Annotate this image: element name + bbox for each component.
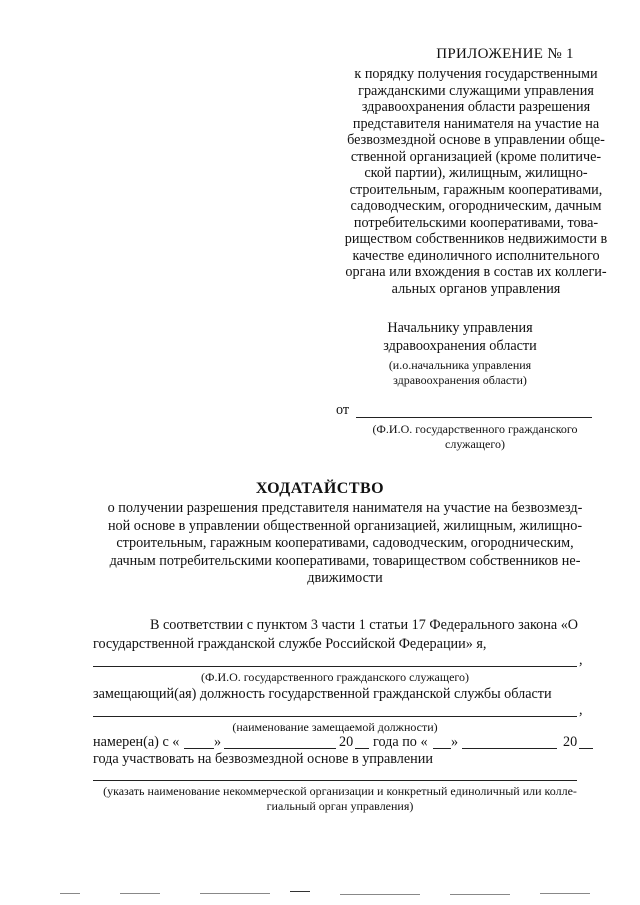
petition-subtitle-line: о получении разрешения представителя нанимателя на участие на безвозмезд- xyxy=(107,500,583,516)
scan-mark xyxy=(340,894,420,895)
annex-line: ской партии), жилищным, жилищно- xyxy=(364,165,588,181)
annex-line: потребительскими кооперативами, това- xyxy=(353,214,599,231)
annex-line: представителя нанимателя на участие на xyxy=(352,115,600,132)
participate-line: года участвовать на безвозмездной основе в управлении xyxy=(93,751,433,767)
annex-line: садоводческим, огородническим, дачным xyxy=(350,198,602,214)
body-p1-line-2: государственной гражданской службе Российской Федерации» я, xyxy=(93,636,487,652)
addressee-note-2: здравоохранения области) xyxy=(393,373,527,387)
comma-1: , xyxy=(579,652,583,668)
comma-2: , xyxy=(579,702,583,718)
position-note: (наименование замещаемой должности) xyxy=(232,720,438,734)
addressee-line-1: Начальнику управления xyxy=(387,320,533,336)
year-20-a: 20 xyxy=(339,734,354,750)
annex-line: безвозмездной основе в управлении обще- xyxy=(347,132,605,148)
end-day-field xyxy=(433,748,451,749)
annex-line: органа или вхождения в состав их коллеги- xyxy=(345,264,607,280)
intend-label-a: намерен(а) с « xyxy=(93,734,180,750)
annex-line: ственной организацией (кроме политиче- xyxy=(350,148,602,165)
petition-subtitle-line: движимости xyxy=(307,570,383,586)
org-note-2: гиальный орган управления) xyxy=(266,799,414,813)
scan-mark xyxy=(290,891,310,892)
intend-label-c: года по « xyxy=(373,734,428,750)
addressee-note-1: (и.о.начальника управления xyxy=(388,358,532,372)
position-field-line xyxy=(93,716,577,717)
fio-note: (Ф.И.О. государственного гражданского служащего) xyxy=(200,670,470,684)
petition-subtitle-line: ной основе в управлении общественной организацией, жилищным, жилищно- xyxy=(107,517,583,534)
end-month-field xyxy=(462,748,557,749)
scan-mark xyxy=(540,893,590,894)
addressee-line-2: здравоохранения области xyxy=(383,338,537,354)
scan-mark xyxy=(450,894,510,895)
organization-field-line xyxy=(93,780,577,781)
annex-title: ПРИЛОЖЕНИЕ № 1 xyxy=(436,46,574,62)
petition-subtitle-line: строительным, гаражным кооперативами, садоводческим, огородническим, xyxy=(116,535,574,551)
start-day-field xyxy=(184,748,214,749)
scan-mark xyxy=(200,893,270,894)
annex-line: здравоохранения области разрешения xyxy=(361,99,591,115)
annex-line: альных органов управления xyxy=(391,280,561,297)
start-month-field xyxy=(224,748,336,749)
from-note-1: (Ф.И.О. государственного гражданского xyxy=(372,422,578,436)
petition-title: ХОДАТАЙСТВО xyxy=(255,480,385,497)
fio-field-line xyxy=(93,666,577,667)
annex-line: к порядку получения государственными xyxy=(354,66,598,82)
intend-label-b: » xyxy=(214,734,222,750)
annex-line: гражданскими служащими управления xyxy=(358,82,594,99)
annex-line: качестве единоличного исполнительного xyxy=(352,247,600,264)
from-label: от xyxy=(336,402,350,418)
intend-label-d: » xyxy=(451,734,459,750)
from-name-field-line xyxy=(356,417,592,418)
scan-mark xyxy=(120,893,160,894)
annex-line: риществом собственников недвижимости в xyxy=(344,231,608,247)
petition-subtitle-line: дачным потребительскими кооперативами, товариществом собственников не- xyxy=(109,552,581,569)
from-note-2: служащего) xyxy=(445,437,505,451)
position-line: замещающий(ая) должность государственной гражданской службы области xyxy=(93,686,552,702)
body-p1-line-1: В соответствии с пунктом 3 части 1 статьи 17 Федерального закона «О xyxy=(150,617,579,633)
year-20-b: 20 xyxy=(563,734,578,750)
scan-mark xyxy=(60,893,80,894)
annex-line: строительным, гаражным кооперативами, xyxy=(349,181,603,198)
org-note-1: (указать наименование некоммерческой организации и конкретный единоличный или колле- xyxy=(103,784,577,798)
start-year-field xyxy=(355,748,369,749)
end-year-field xyxy=(579,748,593,749)
